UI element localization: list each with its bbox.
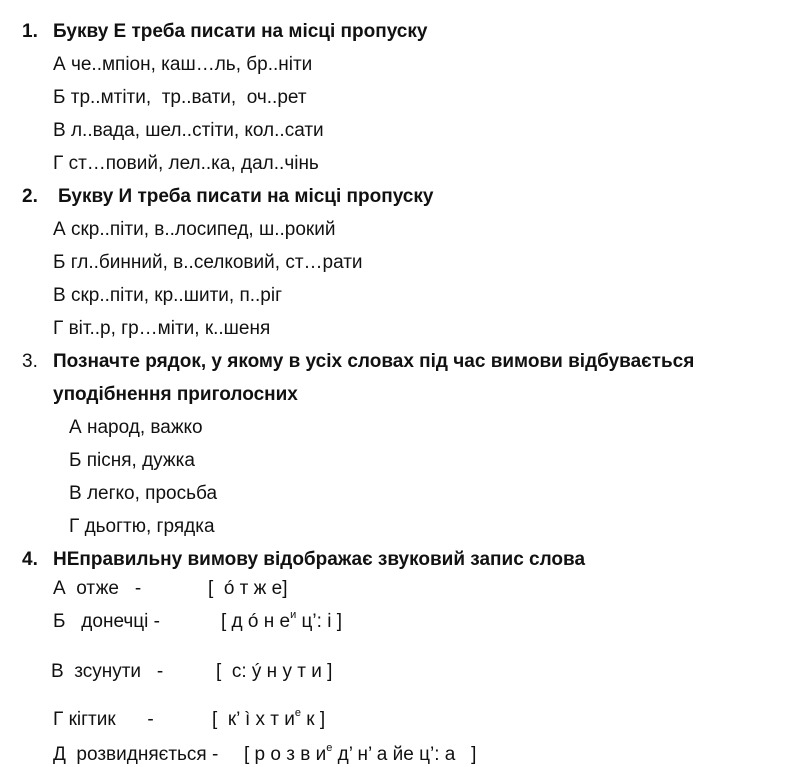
option-c: В легко, просьба [69, 483, 218, 504]
question-title: Позначте рядок, у якому в усіх словах під час вимови відбувається [53, 351, 695, 372]
option-a-transcription: [ ó т ж е] [208, 578, 288, 599]
option-d: Г ст…повий, лел..ка, дал..чінь [53, 153, 319, 174]
option-a: А скр..піти, в..лосипед, ш..рокий [53, 219, 336, 240]
question-title-continued: уподібнення приголосних [53, 384, 298, 405]
option-b: Б гл..бинний, в..селковий, ст…рати [53, 252, 363, 273]
option-d: Г віт..р, гр…міти, к..шеня [53, 318, 271, 339]
option-b-transcription: [ д ó н $е^и$ ц’: і ] [221, 609, 342, 632]
option-a: А народ, важко [69, 417, 203, 438]
option-c-word: В зсунути - [51, 661, 164, 682]
option-d-transcription: [ к’ ì х т $и^е$ к ] [212, 707, 326, 730]
question-number: 4. [22, 549, 38, 570]
option-c: В л..вада, шел..стіти, кол..сати [53, 120, 324, 141]
option-e-transcription: [ р о з в $и^е$ д’ н’ а йе ц’: а ] [244, 742, 477, 765]
question-number: 1. [22, 21, 38, 42]
option-b: Б пісня, дужка [69, 450, 195, 471]
option-d: Г дьогтю, грядка [69, 516, 215, 537]
option-d-word: Г кігтик - [53, 709, 154, 730]
option-e-word: Д розвидняється - [53, 744, 219, 765]
question-title: Букву И треба писати на місці пропуску [58, 186, 434, 207]
option-a-word: А отже - [53, 578, 142, 599]
option-c-transcription: [ с: ý н у т и ] [216, 661, 333, 682]
option-b: Б тр..мтіти, тр..вати, оч..рет [53, 87, 307, 108]
option-c: В скр..піти, кр..шити, п..ріг [53, 285, 283, 306]
question-number: 2. [22, 186, 38, 207]
option-a: А че..мпіон, каш…ль, бр..ніти [53, 54, 313, 75]
question-title: Букву Е треба писати на місці пропуску [53, 21, 428, 42]
question-title: НЕправильну вимову відображає звуковий запис слова [53, 549, 586, 570]
option-b-word: Б донечці - [53, 611, 160, 632]
question-number: 3. [22, 351, 38, 372]
